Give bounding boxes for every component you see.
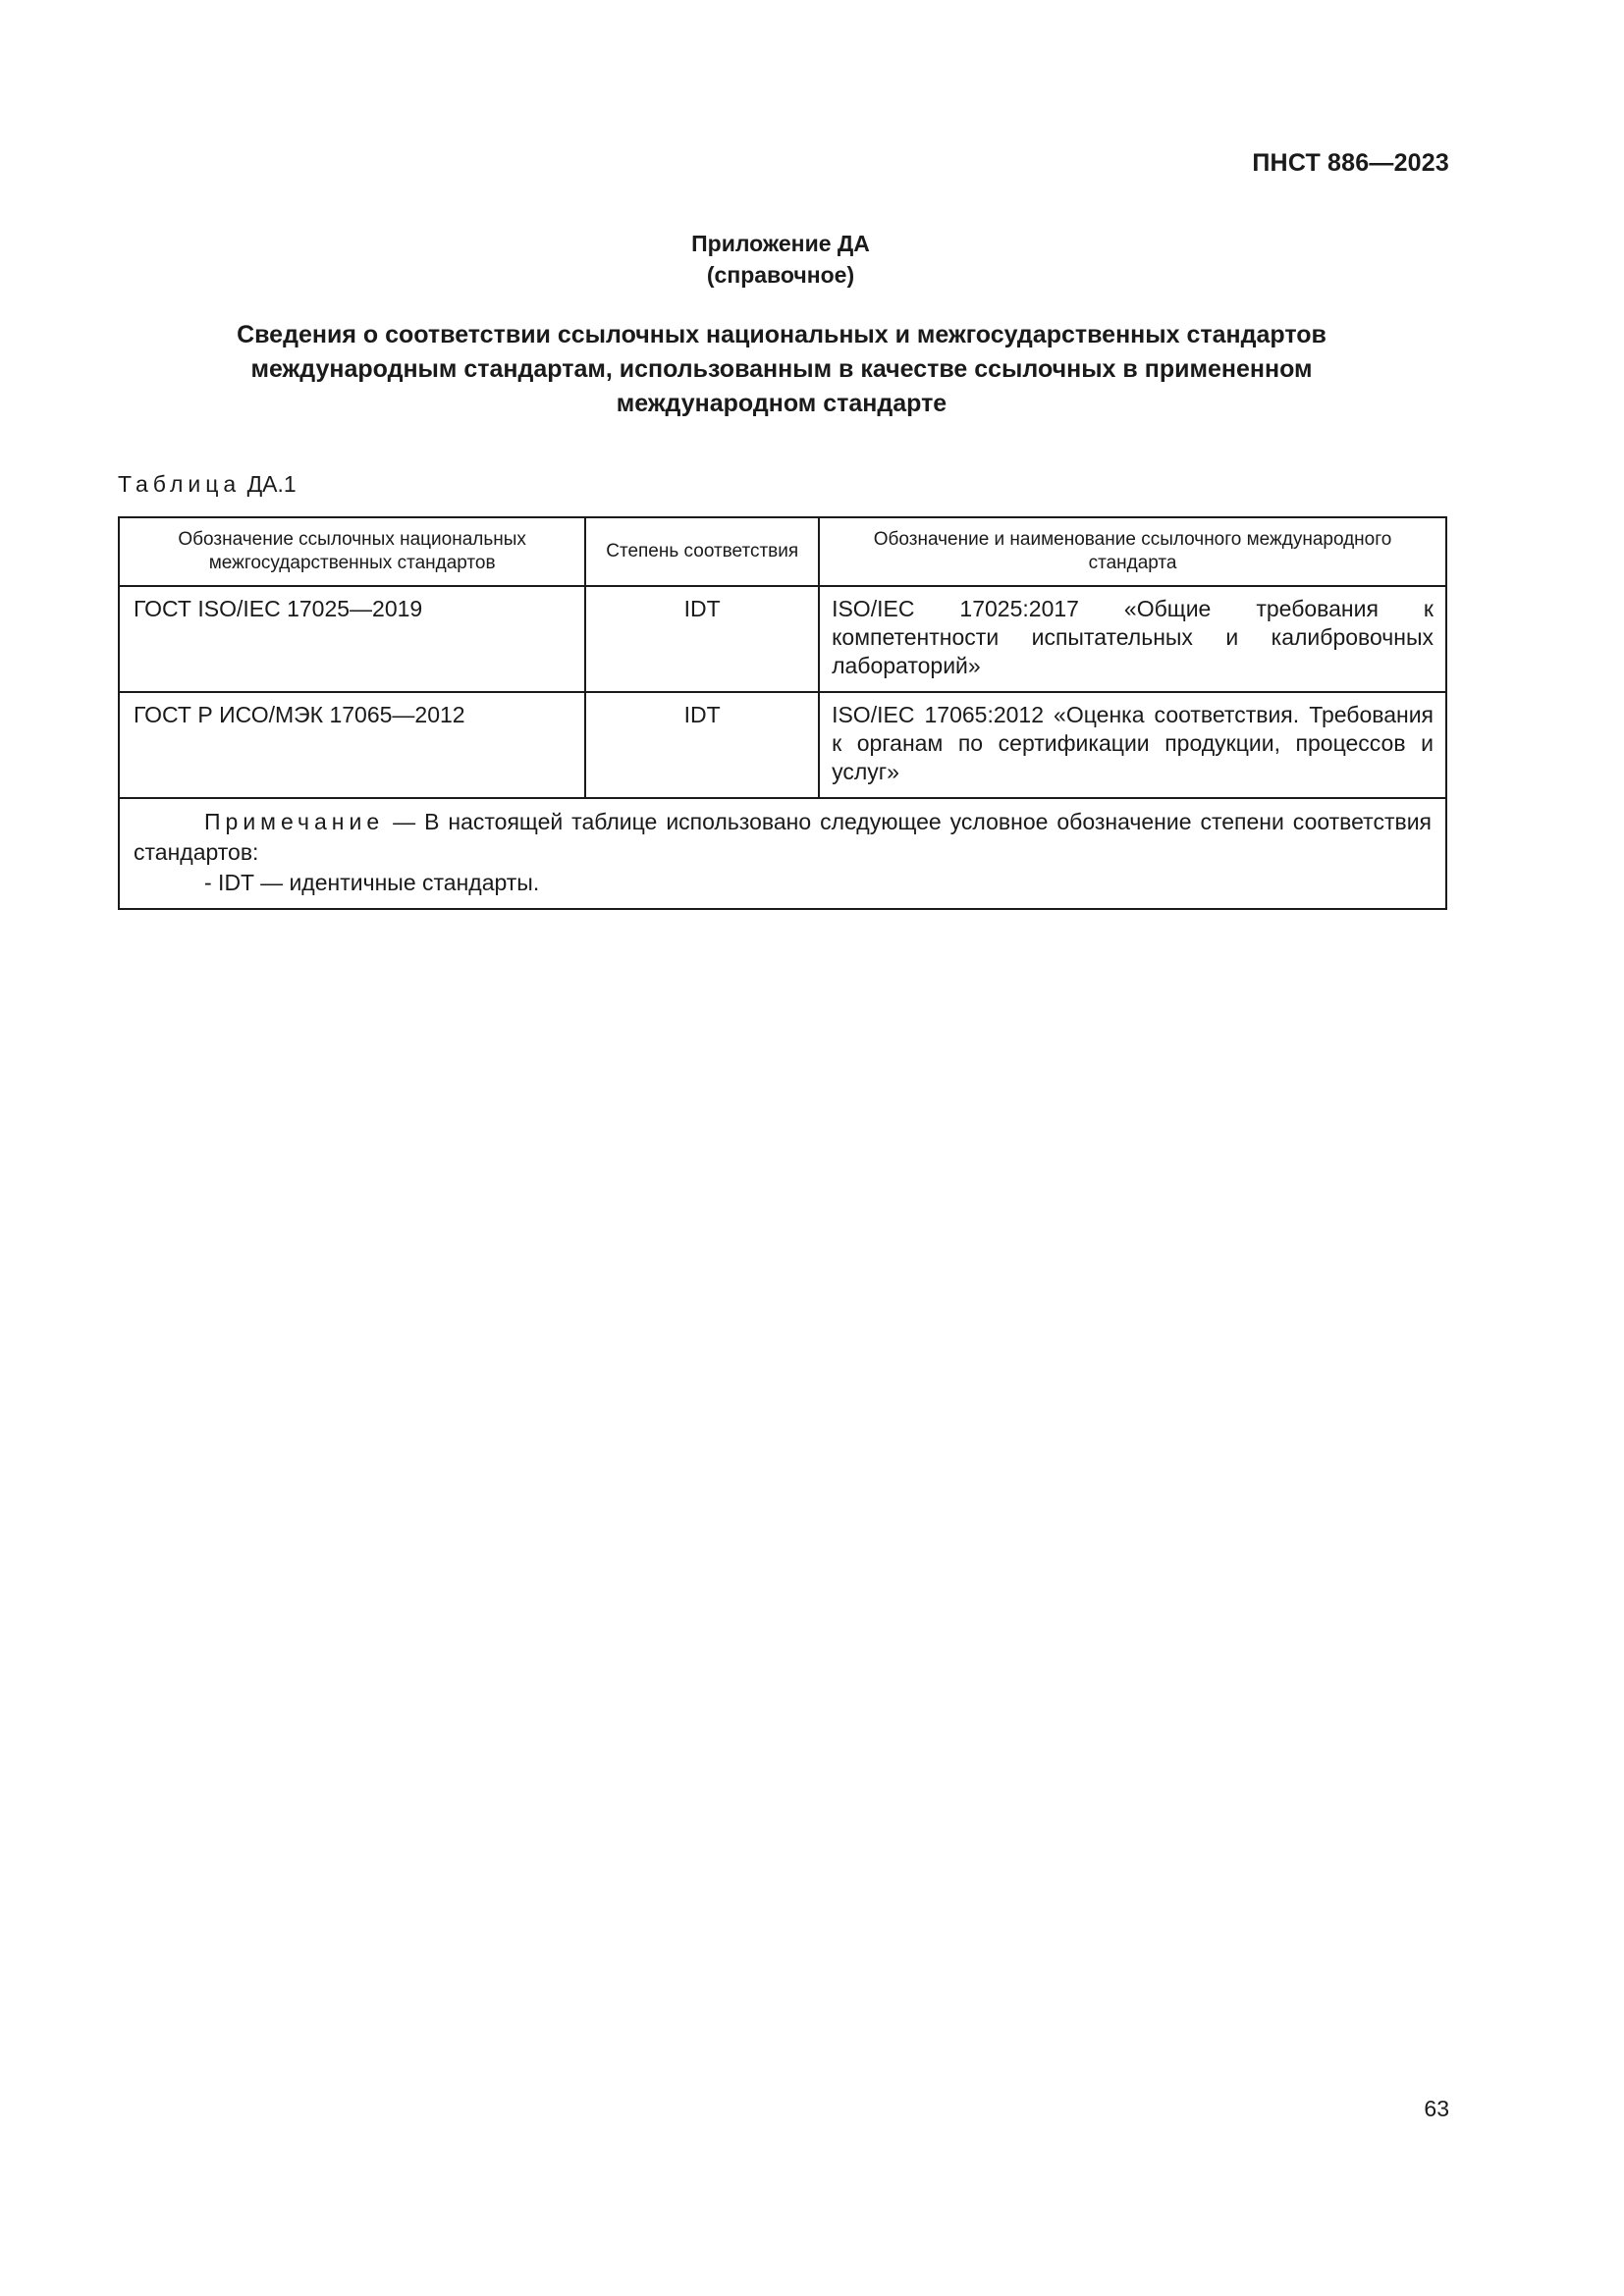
heading-line-3: международном стандарте — [616, 390, 947, 417]
appendix-title: Приложение ДА — [691, 231, 870, 256]
note-paragraph — [134, 807, 1432, 868]
standards-table — [118, 516, 1447, 910]
cell-national-standard: ГОСТ ISO/IEC 17025—2019 — [119, 586, 585, 692]
table-caption-number: ДА.1 — [246, 471, 297, 497]
section-heading — [118, 318, 1445, 421]
note-dash: — — [384, 809, 425, 834]
appendix-header — [0, 228, 1561, 291]
appendix-subtitle: (справочное) — [706, 262, 855, 288]
page-number: 63 — [1424, 2096, 1449, 2121]
document-code: ПНСТ 886—2023 — [1252, 149, 1449, 177]
cell-international-standard: ISO/IEC 17025:2017 «Общие требования к компетентности испытательных и калибровочных лабораторий» — [819, 586, 1446, 692]
note-label: Примечание — [204, 809, 385, 834]
table-header-row — [119, 517, 1446, 586]
cell-international-standard: ISO/IEC 17065:2012 «Оценка соответствия. Требования к органам по сертификации продукции, процессов и услуг» — [819, 692, 1446, 798]
note-list-item: - IDT — идентичные стандарты. — [204, 870, 540, 895]
heading-line-1: Сведения о соответствии ссылочных национальных и межгосударственных стандартов — [237, 321, 1326, 348]
table-caption-label: Таблица — [118, 471, 242, 497]
cell-degree: IDT — [585, 586, 819, 692]
column-header-degree: Степень соответствия — [585, 517, 819, 586]
cell-national-standard: ГОСТ Р ИСО/МЭК 17065—2012 — [119, 692, 585, 798]
table-note-row — [119, 798, 1446, 909]
table-note — [119, 798, 1446, 909]
cell-degree: IDT — [585, 692, 819, 798]
column-header-international: Обозначение и наименование ссылочного международного стандарта — [819, 517, 1446, 586]
table-caption — [118, 471, 297, 498]
table-row — [119, 586, 1446, 692]
heading-line-2: международным стандартам, использованным в качестве ссылочных в примененном — [250, 355, 1313, 383]
note-text: В настоящей таблице использовано следующее условное обозначение степени соответствия стандартов: — [134, 809, 1432, 865]
table-row — [119, 692, 1446, 798]
column-header-national: Обозначение ссылочных национальных межгосударственных стандартов — [119, 517, 585, 586]
